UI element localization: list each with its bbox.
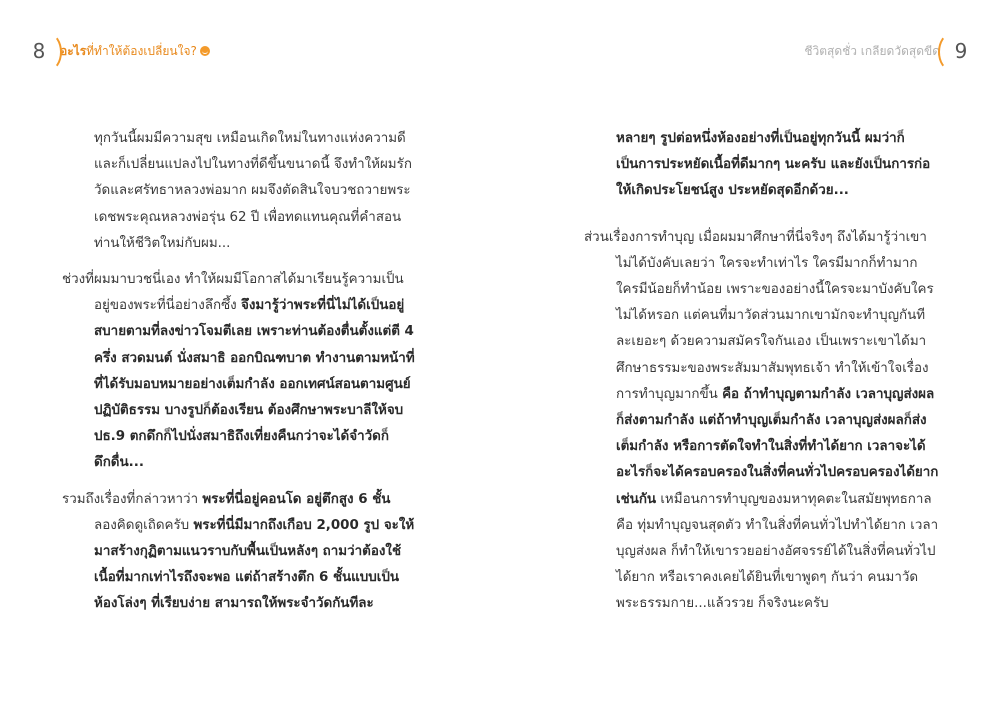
left-p2-bold: จึงมารู้ว่าพระที่นี่ไม่ได้เป็นอยู่สบายตามที่ลงข่าวโจมตีเลย เพราะท่านต้องตื่นตั้งแต่ตี 4 ครึ่ง สวดมนต์ นั่งสมาธิ ออกบิณฑบาต ทำงานตามหน้าที่ที่ได้รับมอบหมายอย่างเต็มกำลัง ออกเทศน์สอนตามศูนย์ปฏิบัติธรรม บางรูปก็ต้องเรียน ต้องศึกษาพระบาลีให้จบ ปธ.9 ตกดึกก็ไปนั่งสมาธิถึงเที่ยงคืนกว่าจะได้จำวัดก็ดึกดื่น...	[94, 298, 415, 471]
right-p2-bold: คือ ถ้าทำบุญตามกำลัง เวลาบุญส่งผลก็ส่งตามกำลัง แต่ถ้าทำบุญเต็มกำลัง เวลาบุญส่งผลก็ส่งเต็มกำลัง หรือการตัดใจทำในสิ่งที่ทำได้ยาก เวลาจะได้อะไรก็จะได้ครอบครองในสิ่งที่คนทั่วไปครอบครองได้ยากเช่นกัน	[616, 386, 939, 507]
left-p3-plain-2: ลองคิดดูเถิดครับ	[94, 517, 194, 533]
right-p2-plain-2: เหมือนการทำบุญของมหาทุคตะในสมัยพุทธกาล คือ ทุ่มทำบุญจนสุดตัว ทำในสิ่งที่คนทั่วไปทำได้ยาก เวลาบุญส่งผล ก็ทำให้เขารวยอย่างอัศจรรย์ได้ในสิ่งที่คนทั่วไปได้ยาก หรือเราคงเคยได้ยินที่เขาพูดๆ กันว่า คนมาวัดพระธรรมกาย...แล้วรวย ก็จริงนะครับ	[616, 491, 939, 612]
page-arc-decoration	[36, 33, 62, 71]
left-paragraph-3	[62, 487, 416, 618]
left-page-number	[28, 39, 50, 63]
left-title-bold: อะไร	[60, 43, 87, 58]
right-body	[584, 126, 940, 628]
left-p3-bold-1: พระที่นี่อยู่คอนโด อยู่ตึกสูง 6 ชั้น	[202, 491, 391, 507]
left-page-number-text: 8	[32, 39, 46, 63]
left-running-title	[60, 42, 210, 61]
left-paragraph-2	[62, 267, 416, 477]
right-running-title: ชีวิตสุดชั่ว เกลียดวัดสุดขีด	[804, 43, 940, 58]
left-body	[62, 126, 416, 628]
left-title-rest: ที่ทำให้ต้องเปลี่ยนใจ?	[86, 43, 197, 58]
right-paragraph-2	[584, 225, 940, 618]
right-page-number-text: 9	[954, 39, 968, 63]
right-page-number	[950, 39, 972, 63]
page-arc-decoration	[938, 33, 964, 71]
right-page	[500, 0, 1000, 707]
left-paragraph-1: ทุกวันนี้ผมมีความสุข เหมือนเกิดใหม่ในทางแห่งความดี และก็เปลี่ยนแปลงไปในทางที่ดีขึ้นขนาดนี้ จึงทำให้ผมรักวัดและศรัทธาหลวงพ่อมาก ผมจึงตัดสินใจบวชถวายพระเดชพระคุณหลวงพ่อรุ่น 62 ปี เพื่อทดแทนคุณที่คำสอนท่านให้ชีวิตใหม่กับผม...	[94, 131, 412, 251]
right-paragraph-1: หลายๆ รูปต่อหนึ่งห้องอย่างที่เป็นอยู่ทุกวันนี้ ผมว่าก็เป็นการประหยัดเนื้อที่ดีมากๆ นะครับ และยังเป็นการก่อให้เกิดประโยชน์สูง ประหยัดสุดอีกด้วย...	[616, 131, 931, 199]
smiley-icon	[200, 46, 210, 56]
right-header	[804, 36, 972, 66]
right-p2-plain: ส่วนเรื่องการทำบุญ เมื่อผมมาศึกษาที่นี่จริงๆ ถึงได้มารู้ว่าเขาไม่ได้บังคับเลยว่า ใครจะทำเท่าไร ใครมีมากก็ทำมาก ใครมีน้อยก็ทำน้อย เพราะของอย่างนี้ใครจะมาบังคับใครไม่ได้หรอก แต่คนที่มาวัดส่วนมากเขามักจะทำบุญกันทีละเยอะๆ ด้วยความสมัครใจกันเอง เป็นเพราะเขาได้มาศึกษาธรรมะของพระสัมมาสัมพุทธเจ้า ทำให้เข้าใจเรื่องการทำบุญมากขึ้น	[584, 229, 934, 402]
left-header	[28, 36, 210, 66]
left-p2-plain: ช่วงที่ผมมาบวชนี่เอง ทำให้ผมมีโอกาสได้มาเรียนรู้ความเป็นอยู่ของพระที่นี่อย่างลึกซึ้ง	[62, 272, 404, 314]
left-p3-bold-2: พระที่นี่มีมากถึงเกือบ 2,000 รูป จะให้มาสร้างกุฏิตามแนวราบกับพื้นเป็นหลังๆ ถามว่าต้องใช้เนื้อที่มากเท่าไรถึงจะพอ แต่ถ้าสร้างตึก 6 ชั้นแบบเป็นห้องโล่งๆ ที่เรียบง่าย สามารถให้พระจำวัดกันทีละ	[94, 517, 415, 612]
left-p3-plain: รวมถึงเรื่องที่กล่าวหาว่า	[62, 491, 203, 507]
